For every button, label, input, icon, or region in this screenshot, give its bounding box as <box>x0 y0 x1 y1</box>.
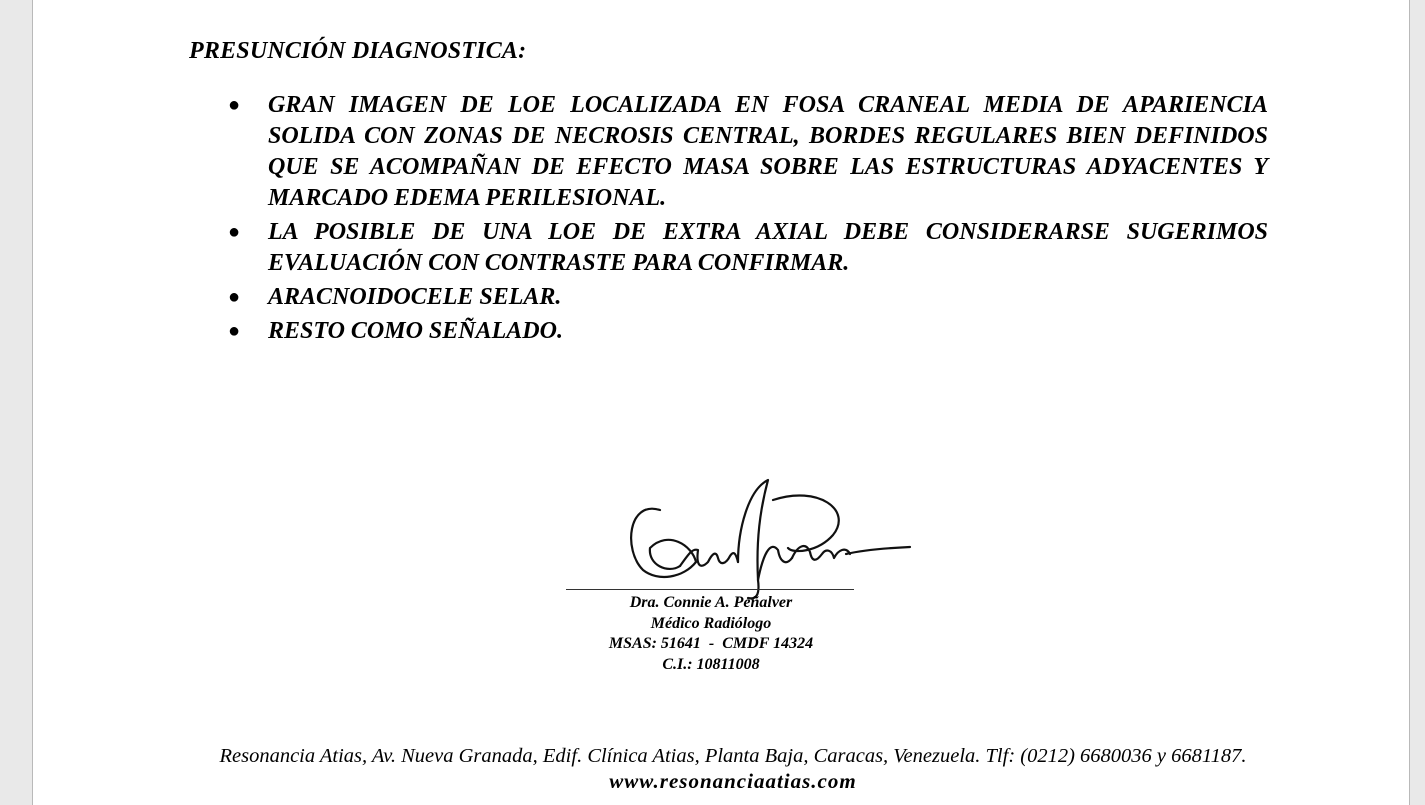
bullet-icon: ● <box>228 221 241 243</box>
signatory-block <box>561 593 861 675</box>
findings-list <box>228 90 1268 350</box>
footer-website: www.resonanciaatias.com <box>609 769 857 793</box>
section-heading: PRESUNCIÓN DIAGNOSTICA: <box>189 38 527 64</box>
bullet-icon: ● <box>228 286 241 308</box>
signatory-registry: MSAS: 51641 - CMDF 14324 <box>608 635 814 652</box>
signature-line <box>566 589 854 590</box>
bullet-icon: ● <box>228 94 241 116</box>
finding-text: RESTO COMO SEÑALADO. <box>268 318 563 344</box>
finding-item <box>228 217 1268 279</box>
finding-item <box>228 282 1268 313</box>
finding-item <box>228 316 1268 347</box>
finding-text: GRAN IMAGEN DE LOE LOCALIZADA EN FOSA CRANEAL MEDIA DE APARIENCIA SOLIDA CON ZONAS DE NECROSIS CENTRAL, BORDES REGULARES BIEN DEFINIDOS QUE SE ACOMPAÑAN DE EFECTO MASA SOBRE LAS ESTRUCTURAS ADYACENTES Y MARCADO EDEMA PERILESIONAL. <box>268 92 1268 211</box>
signatory-id: C.I.: 10811008 <box>662 655 760 673</box>
bullet-icon: ● <box>228 320 241 342</box>
document-page <box>32 0 1410 805</box>
handwritten-signature <box>588 470 928 600</box>
footer-address: Resonancia Atias, Av. Nueva Granada, Edif. Clínica Atias, Planta Baja, Caracas, Venezuela. Tlf: (0212) 6680036 y 6681187. <box>219 745 1247 767</box>
finding-text: ARACNOIDOCELE SELAR. <box>268 284 562 310</box>
signatory-name: Dra. Connie A. Peñalver <box>629 594 793 611</box>
finding-item <box>228 90 1268 214</box>
signatory-title: Médico Radiólogo <box>650 614 772 632</box>
finding-text: LA POSIBLE DE UNA LOE DE EXTRA AXIAL DEBE CONSIDERARSE SUGERIMOS EVALUACIÓN CON CONTRASTE PARA CONFIRMAR. <box>268 219 1268 276</box>
